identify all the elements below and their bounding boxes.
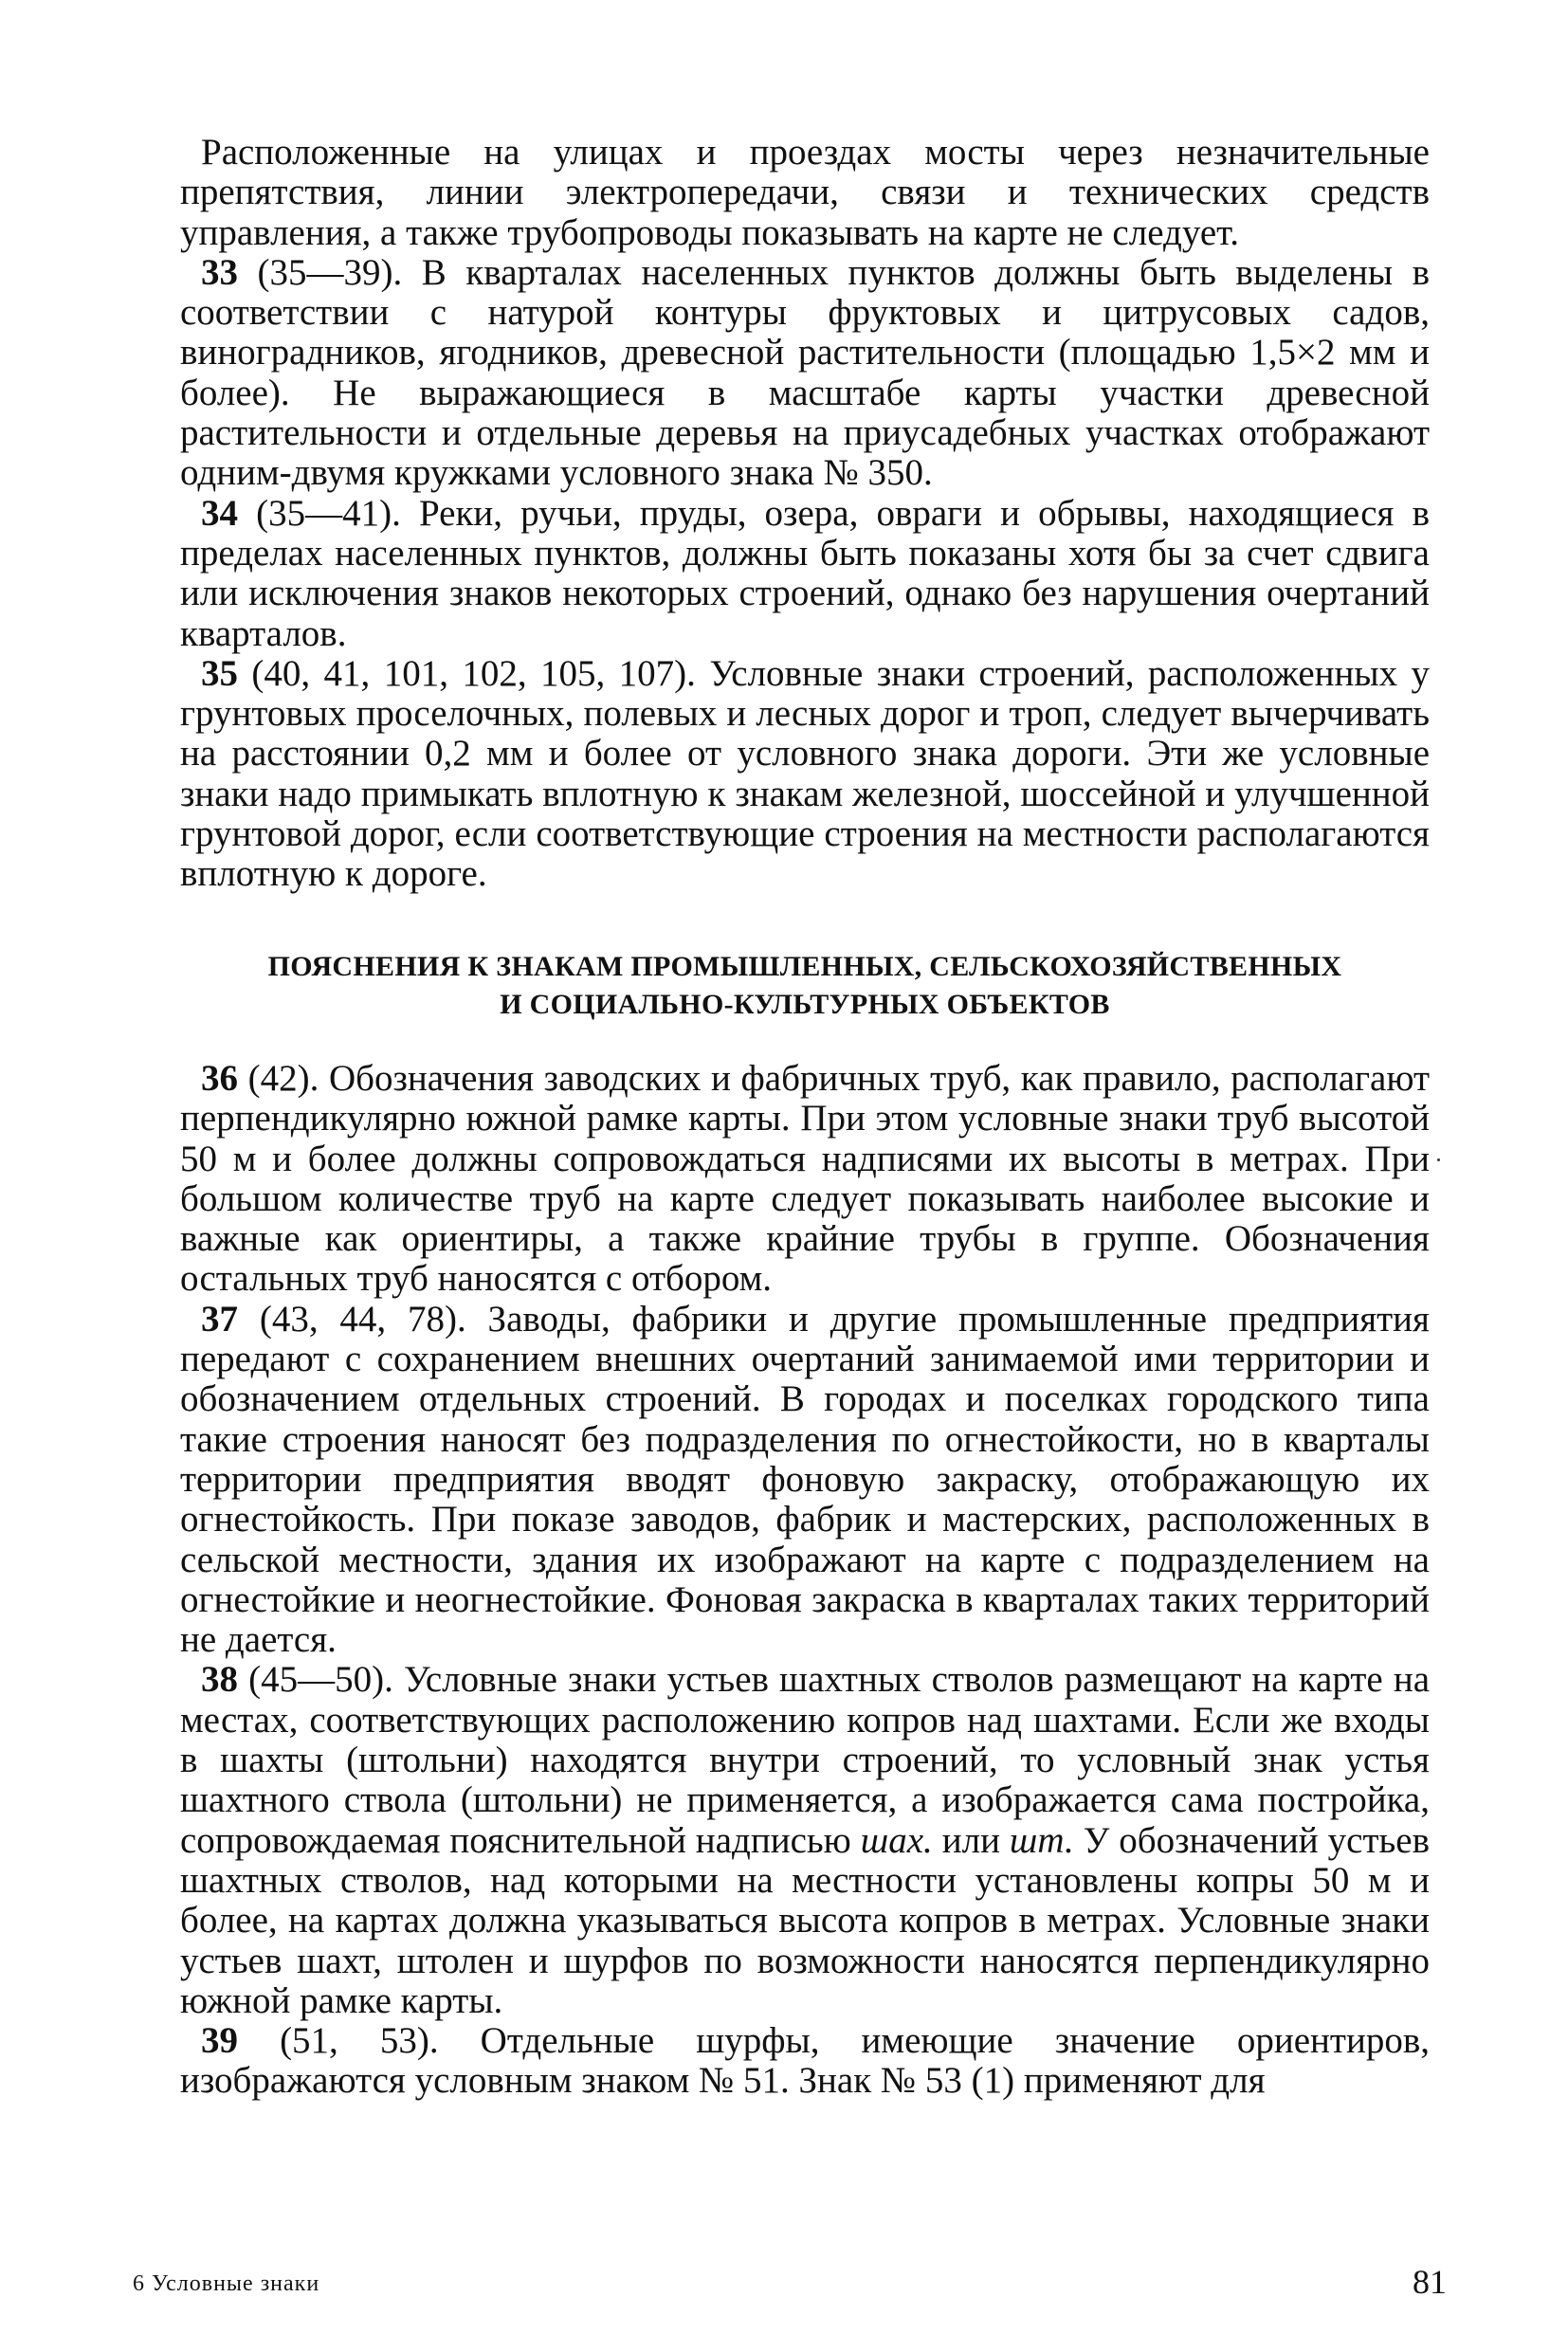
paragraph-number: 36 xyxy=(201,1058,238,1099)
page-number: 81 xyxy=(1413,2263,1447,2301)
paragraph-text: Расположенные на улицах и проездах мосты через незначительные препятствия, линии электропередачи, связи и технических средств управления, а также трубопроводы показывать на карте не следует. xyxy=(180,132,1430,253)
section-heading-line-1: ПОЯСНЕНИЯ К ЗНАКАМ ПРОМЫШЛЕННЫХ, СЕЛЬСКОХОЗЯЙСТВЕННЫХ xyxy=(267,951,1342,982)
paragraph-text: (35—41). Реки, ручьи, пруды, озера, овраги и обрывы, находящиеся в пределах населенных пунктов, должны быть показаны хотя бы за счет сдвига или исключения знаков некоторых строений, однако без нарушения очертаний кварталов. xyxy=(180,492,1430,654)
paragraph-38 xyxy=(180,1660,1430,2021)
paragraph-39 xyxy=(180,2021,1430,2102)
paragraph-text: У обозначений устьев шахтных стволов, над которыми на местности установлены копры 50 м и более, на картах должна указываться высота копров в метрах. Условные знаки устьев шахт, штолен и шурфов по возможности наносятся перпендикулярно южной рамке карты. xyxy=(180,1819,1430,2021)
paragraph-35 xyxy=(180,654,1430,895)
paragraph-number: 37 xyxy=(201,1298,238,1340)
paragraph-number: 35 xyxy=(201,652,238,694)
paragraph-36 xyxy=(180,1059,1430,1300)
paragraph-34 xyxy=(180,494,1430,654)
paragraph-intro xyxy=(180,133,1430,253)
paragraph-text: (42). Обозначения заводских и фабричных труб, как правило, располагают перпендикулярно южной рамке карты. При этом условные знаки труб высотой 50 м и более должны сопровождаться надписями их высоты в метрах. При большом количестве труб на карте следует показывать наиболее высокие и важные как ориентиры, а также крайние трубы в группе. Обозначения остальных труб наносятся с отбором. xyxy=(180,1058,1430,1300)
paragraph-text: (51, 53). Отдельные шурфы, имеющие значение ориентиров, изображаются условным знаком № 51. Знак № 53 (1) применяют для xyxy=(180,2020,1430,2102)
paragraph-37 xyxy=(180,1300,1430,1661)
paragraph-number: 33 xyxy=(201,251,238,293)
italic-abbreviation: шт. xyxy=(1009,1819,1074,1861)
section-heading xyxy=(180,948,1430,1024)
paragraph-number: 34 xyxy=(201,492,238,534)
section-heading-line-2: И СОЦИАЛЬНО-КУЛЬТУРНЫХ ОБЪЕКТОВ xyxy=(500,989,1110,1020)
paragraph-33 xyxy=(180,253,1430,494)
paragraph-text: (35—39). В кварталах населенных пунктов должны быть выделены в соответствии с натурой контуры фруктовых и цитрусовых садов, виноградников, ягодников, древесной растительности (площадью 1,5×2 мм и более). Не выражающиеся в масштабе карты участки древесной растительности и отдельные деревья на приусадебных участках отображают одним-двумя кружками условного знака № 350. xyxy=(180,251,1430,494)
bottom-text-block xyxy=(180,1059,1430,2102)
paragraph-number: 39 xyxy=(201,2020,238,2062)
paragraph-text: (40, 41, 101, 102, 105, 107). Условные знаки строений, расположенных у грунтовых проселочных, полевых и лесных дорог и троп, следует вычерчивать на расстоянии 0,2 мм и более от условного знака дороги. Эти же условные знаки надо примыкать вплотную к знакам железной, шоссейной и улучшенной грунтовой дорог, если соответствующие строения на местности располагаются вплотную к дороге. xyxy=(180,652,1430,895)
paragraph-text: (45—50). Условные знаки устьев шахтных стволов размещают на карте на местах, соответствующих расположению копров над шахтами. Если же входы в шахты (штольни) находятся внутри строений, то условный знак устья шахтного ствола (штольни) не применяется, а изображается сама постройка, сопровождаемая пояснительной надписью xyxy=(180,1659,1430,1861)
print-speck xyxy=(1437,1158,1440,1161)
paragraph-number: 38 xyxy=(201,1659,238,1701)
top-text-block xyxy=(180,133,1430,895)
italic-abbreviation: шах. xyxy=(860,1819,933,1861)
footer-signature: 6 Условные знаки xyxy=(133,2271,320,2296)
paragraph-text: или xyxy=(932,1819,1010,1861)
paragraph-text: (43, 44, 78). Заводы, фабрики и другие промышленные предприятия передают с сохранением внешних очертаний занимаемой ими территории и обозначением отдельных строений. В городах и поселках городского типа такие строения наносят без подразделения по огнестойкости, но в кварталы территории предприятия вводят фоновую закраску, отображающую их огнестойкость. При показе заводов, фабрик и мастерских, расположенных в сельской местности, здания их изображают на карте с подразделением на огнестойкие и неогнестойкие. Фоновая закраска в кварталах таких территорий не дается. xyxy=(180,1298,1430,1661)
